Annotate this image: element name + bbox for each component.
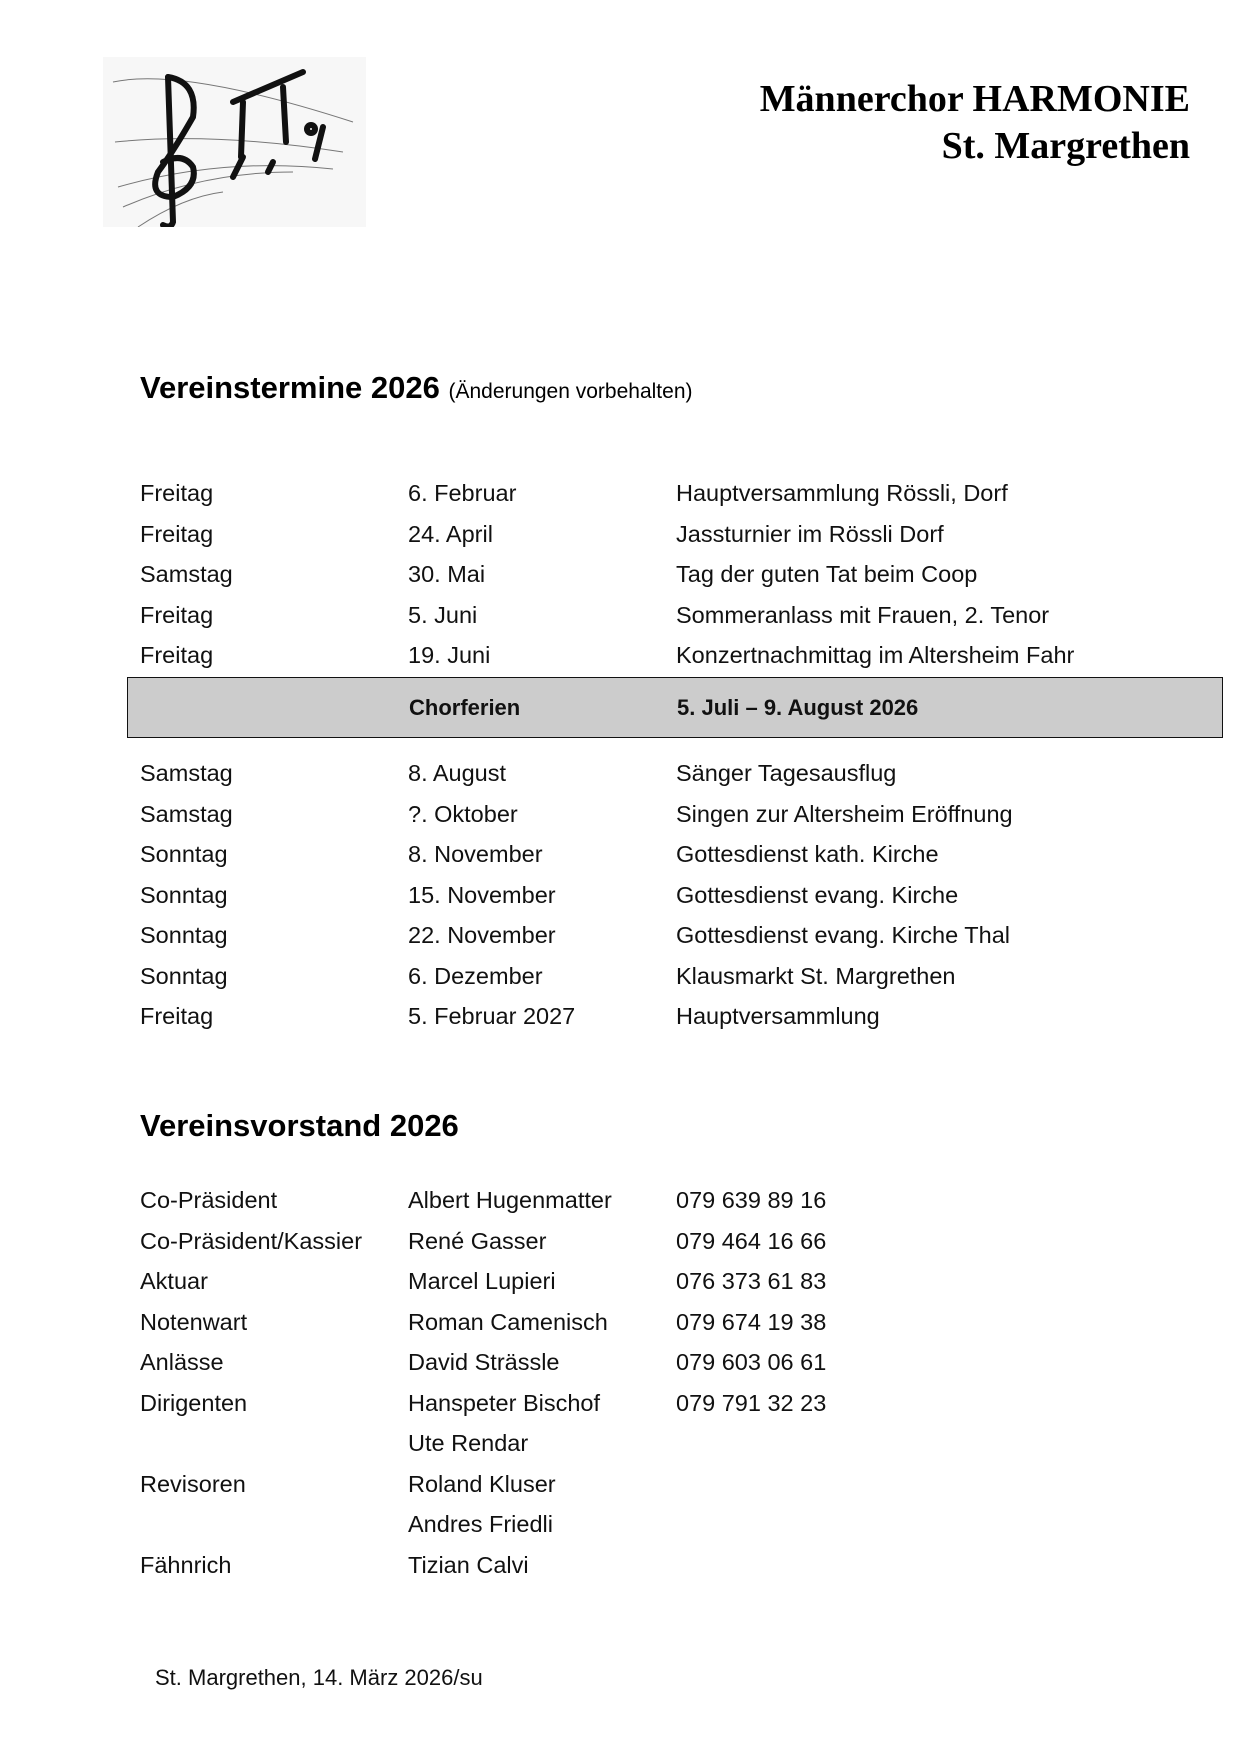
chorferien-period: 5. Juli – 9. August 2026: [677, 695, 919, 720]
event-date: 8. November: [408, 841, 543, 867]
event-date: 6. Dezember: [408, 962, 543, 989]
member-name: Marcel Lupieri: [408, 1268, 556, 1294]
event-day: Freitag: [140, 520, 214, 547]
event-title: Konzertnachmittag im Altersheim Fahr: [676, 642, 1075, 668]
member-phone: 079 639 89 16: [676, 1187, 827, 1213]
member-role: Anlässe: [140, 1349, 224, 1375]
member-row: [0, 1552, 1240, 1592]
event-title: Gottesdienst kath. Kirche: [676, 841, 939, 867]
member-row: [0, 1471, 1240, 1511]
event-date: 5. Februar 2027: [408, 1003, 576, 1029]
org-name: Männerchor HARMONIE: [759, 78, 1190, 120]
member-role: Co-Präsident: [140, 1187, 278, 1213]
event-title: Jassturnier im Rössli Dorf: [676, 520, 944, 547]
member-phone: 079 603 06 61: [676, 1349, 827, 1375]
section-heading-termine: [140, 370, 693, 406]
event-row: [0, 602, 1240, 642]
member-name: Roman Camenisch: [408, 1308, 608, 1335]
member-row: [0, 1228, 1240, 1268]
heading-note: (Änderungen vorbehalten): [448, 380, 693, 403]
event-day: Sonntag: [140, 922, 228, 948]
event-title: Sommeranlass mit Frauen, 2. Tenor: [676, 601, 1050, 628]
event-row: [0, 963, 1240, 1003]
event-date: 24. April: [408, 520, 493, 547]
member-name: Roland Kluser: [408, 1470, 556, 1497]
member-name: David Strässle: [408, 1349, 560, 1375]
member-name: Albert Hugenmatter: [408, 1187, 612, 1213]
event-row: [0, 882, 1240, 922]
member-row: [0, 1268, 1240, 1308]
event-date: 6. Februar: [408, 480, 517, 506]
member-row: [0, 1511, 1240, 1551]
event-date: ?. Oktober: [408, 800, 518, 827]
member-role: Dirigenten: [140, 1389, 248, 1416]
event-day: Freitag: [140, 601, 214, 628]
member-row: [0, 1390, 1240, 1430]
member-row: [0, 1430, 1240, 1470]
event-date: 30. Mai: [408, 561, 486, 587]
event-title: Hauptversammlung Rössli, Dorf: [676, 480, 1008, 506]
member-role: Notenwart: [140, 1308, 248, 1335]
event-row: [0, 1003, 1240, 1043]
event-title: Gottesdienst evang. Kirche: [676, 881, 959, 908]
chorferien-banner: [127, 677, 1223, 738]
event-row: [0, 521, 1240, 561]
event-title: Klausmarkt St. Margrethen: [676, 962, 956, 989]
event-row: [0, 480, 1240, 520]
event-date: 8. August: [408, 760, 506, 786]
heading-text: Vereinstermine 2026: [140, 370, 440, 405]
event-row: [0, 642, 1240, 682]
event-date: 22. November: [408, 922, 556, 948]
section-heading-vorstand: Vereinsvorstand 2026: [140, 1108, 459, 1143]
event-row: [0, 922, 1240, 962]
member-role: Co-Präsident/Kassier: [140, 1227, 363, 1254]
member-phone: 079 674 19 38: [676, 1308, 827, 1335]
event-title: Hauptversammlung: [676, 1003, 880, 1029]
event-row: [0, 760, 1240, 800]
member-name: Tizian Calvi: [408, 1551, 529, 1578]
event-row: [0, 841, 1240, 881]
event-day: Samstag: [140, 800, 233, 827]
member-row: [0, 1309, 1240, 1349]
event-day: Freitag: [140, 642, 214, 668]
event-row: [0, 561, 1240, 601]
member-row: [0, 1187, 1240, 1227]
member-phone: 079 464 16 66: [676, 1227, 827, 1254]
member-name: Hanspeter Bischof: [408, 1389, 601, 1416]
choir-logo: [103, 57, 366, 227]
event-day: Samstag: [140, 561, 233, 587]
event-day: Freitag: [140, 480, 214, 506]
member-phone: 079 791 32 23: [676, 1389, 827, 1416]
event-date: 19. Juni: [408, 642, 491, 668]
member-phone: 076 373 61 83: [676, 1268, 827, 1294]
member-role: Aktuar: [140, 1268, 208, 1294]
event-title: Tag der guten Tat beim Coop: [676, 561, 978, 587]
event-day: Sonntag: [140, 841, 228, 867]
member-name: René Gasser: [408, 1227, 547, 1254]
event-day: Sonntag: [140, 881, 228, 908]
org-location: St. Margrethen: [941, 125, 1190, 167]
event-day: Samstag: [140, 760, 233, 786]
event-title: Gottesdienst evang. Kirche Thal: [676, 922, 1010, 948]
event-title: Singen zur Altersheim Eröffnung: [676, 800, 1013, 827]
footer-date: St. Margrethen, 14. März 2026/su: [155, 1665, 483, 1690]
member-name: Ute Rendar: [408, 1430, 529, 1456]
event-day: Sonntag: [140, 962, 228, 989]
event-date: 5. Juni: [408, 601, 478, 628]
member-role: Revisoren: [140, 1470, 246, 1497]
event-title: Sänger Tagesausflug: [676, 760, 897, 786]
event-day: Freitag: [140, 1003, 214, 1029]
member-name: Andres Friedli: [408, 1511, 553, 1537]
event-row: [0, 801, 1240, 841]
member-row: [0, 1349, 1240, 1389]
chorferien-label: Chorferien: [409, 695, 521, 720]
member-role: Fähnrich: [140, 1551, 232, 1578]
event-date: 15. November: [408, 881, 556, 908]
treble-clef-icon: [103, 57, 366, 227]
